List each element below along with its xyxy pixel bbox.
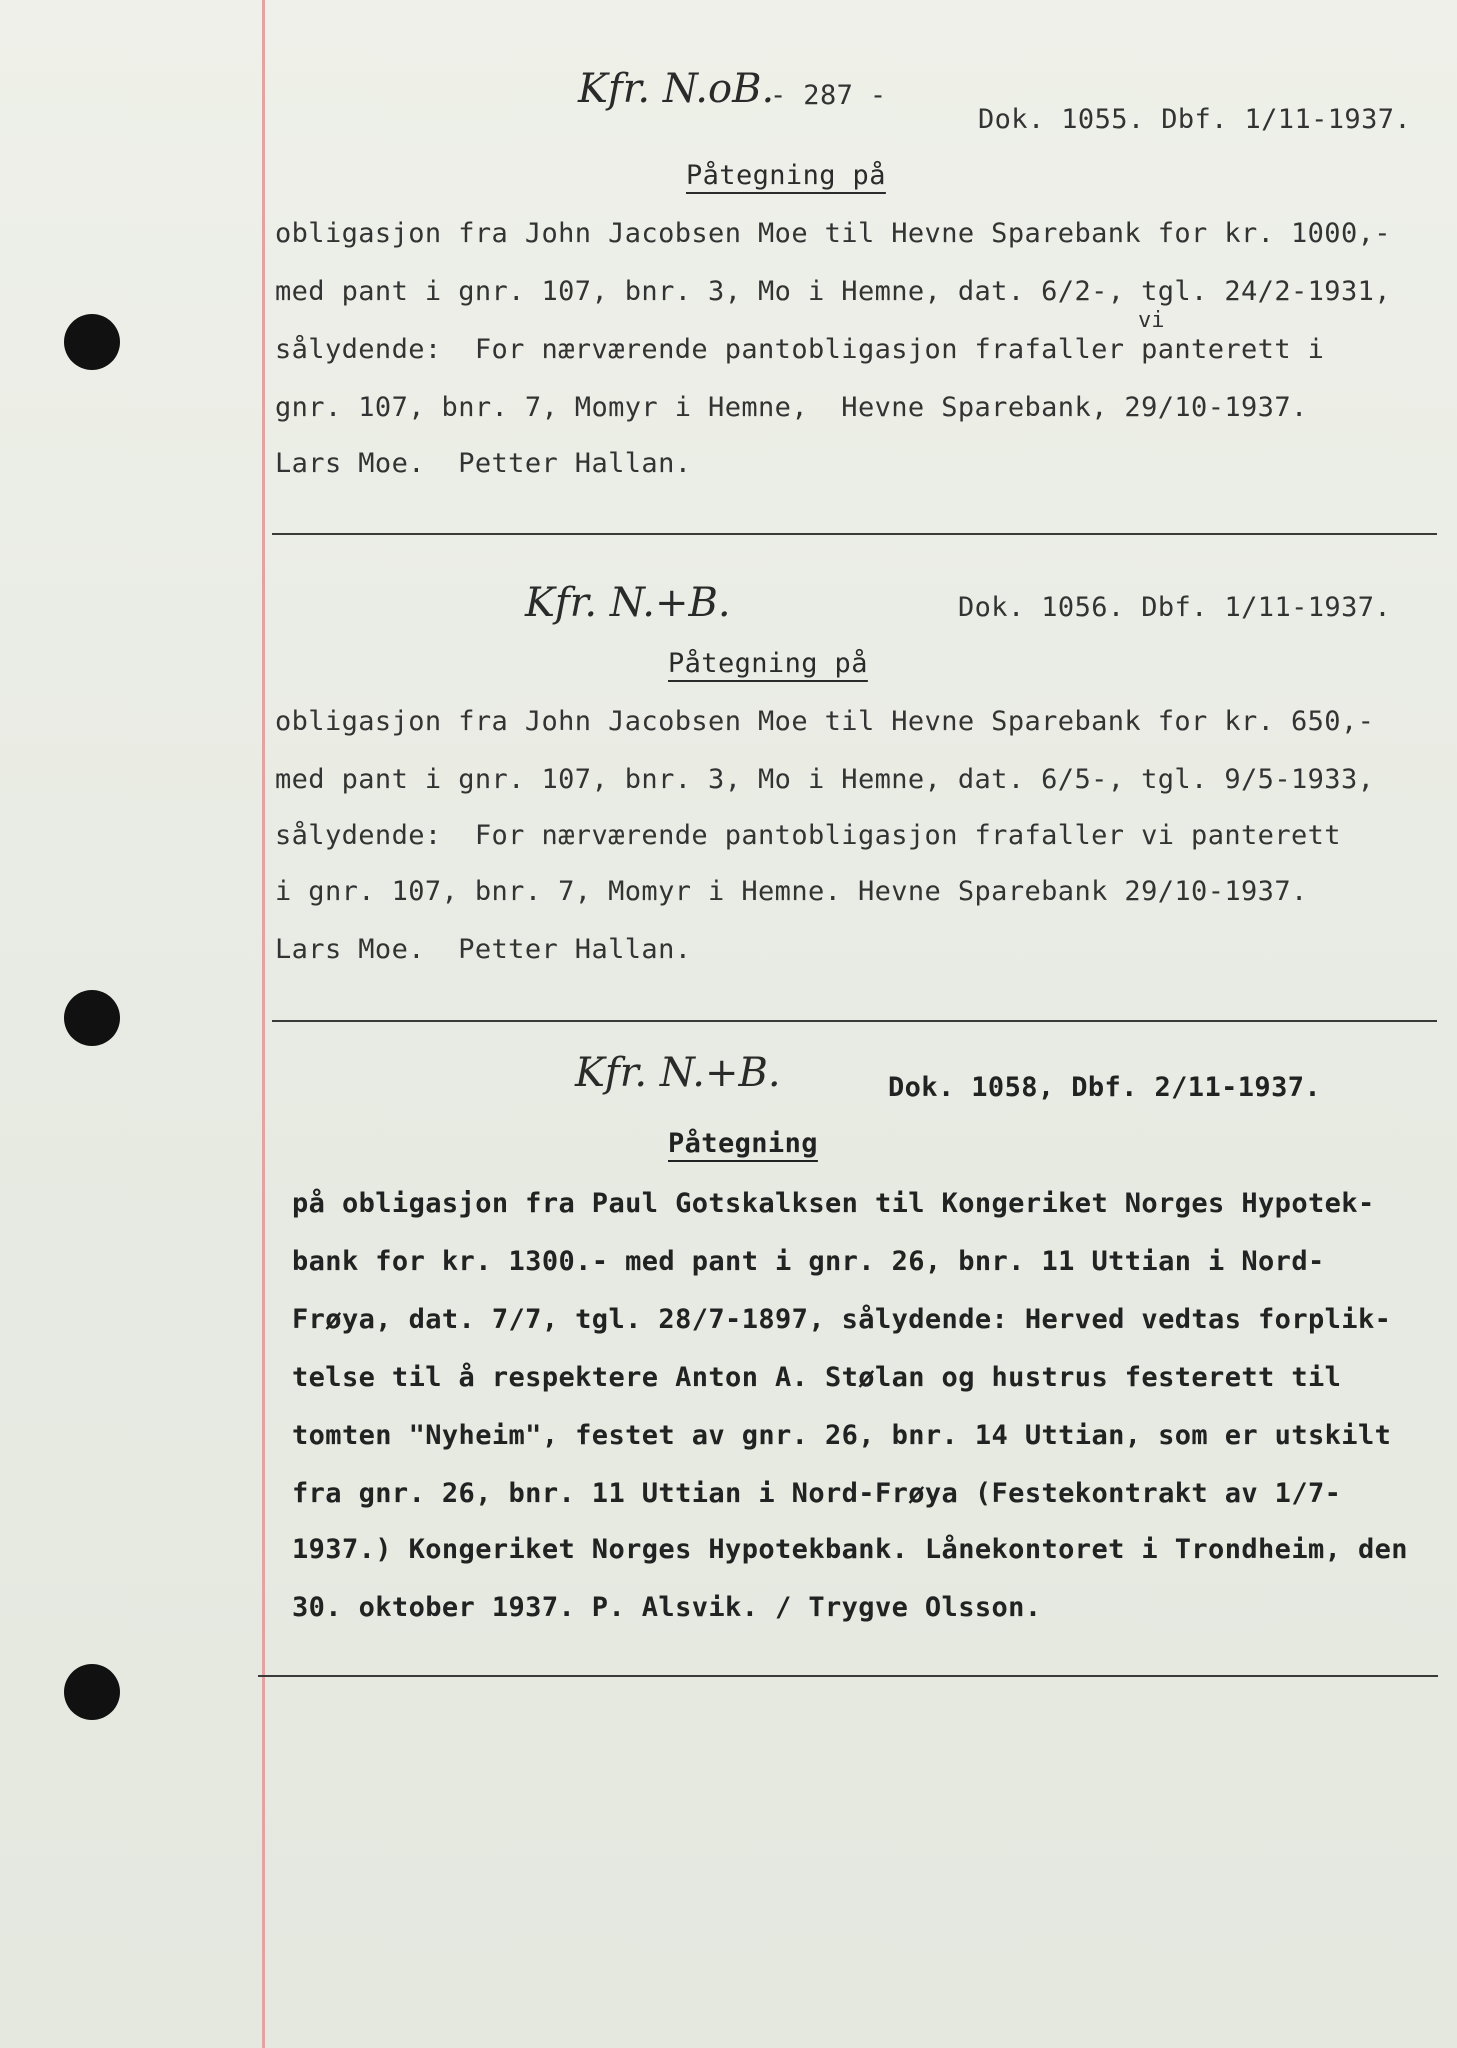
entry-line: Lars Moe. Petter Hallan. — [275, 934, 692, 965]
entry-line: obligasjon fra John Jacobsen Moe til Hevne Sparebank for kr. 1000,- — [275, 218, 1391, 249]
entry-line: i gnr. 107, bnr. 7, Momyr i Hemne. Hevne Sparebank 29/10-1937. — [275, 876, 1308, 907]
section-divider — [272, 533, 1437, 535]
handwritten-reference: Kfr. N.oB. — [578, 66, 775, 112]
entry-line: med pant i gnr. 107, bnr. 3, Mo i Hemne, dat. 6/5-, tgl. 9/5-1933, — [275, 764, 1375, 795]
entry-heading: Påtegning på — [668, 648, 868, 679]
margin-line — [262, 0, 265, 2048]
punch-hole — [64, 990, 120, 1046]
entry-line: sålydende: For nærværende pantobligasjon frafaller panterett i — [275, 334, 1325, 365]
punch-hole — [64, 314, 120, 370]
entry-line: sålydende: For nærværende pantobligasjon frafaller vi panterett — [275, 820, 1341, 851]
entry-line: Frøya, dat. 7/7, tgl. 28/7-1897, sålydende: Herved vedtas forplik- — [292, 1304, 1392, 1335]
entry-line: med pant i gnr. 107, bnr. 3, Mo i Hemne, dat. 6/2-, tgl. 24/2-1931, — [275, 276, 1391, 307]
entry-line: 30. oktober 1937. P. Alsvik. / Trygve Olsson. — [292, 1592, 1042, 1623]
entry-heading: Påtegning på — [686, 160, 886, 191]
section-divider — [272, 1020, 1437, 1022]
doc-reference: Dok. 1058, Dbf. 2/11-1937. — [888, 1072, 1322, 1103]
entry-line: telse til å respektere Anton A. Stølan og hustrus festerett til — [292, 1362, 1342, 1393]
handwritten-reference: Kfr. N.+B. — [525, 580, 731, 626]
doc-reference: Dok. 1056. Dbf. 1/11-1937. — [958, 592, 1392, 623]
entry-line: bank for kr. 1300.- med pant i gnr. 26, bnr. 11 Uttian i Nord- — [292, 1246, 1325, 1277]
handwritten-reference: Kfr. N.+B. — [575, 1050, 781, 1096]
doc-reference: Dok. 1055. Dbf. 1/11-1937. — [978, 104, 1412, 135]
punch-hole — [64, 1664, 120, 1720]
page-number: - 287 - — [770, 80, 887, 111]
entry-line: tomten "Nyheim", festet av gnr. 26, bnr. 14 Uttian, som er utskilt — [292, 1420, 1392, 1451]
entry-line: gnr. 107, bnr. 7, Momyr i Hemne, Hevne Sparebank, 29/10-1937. — [275, 392, 1308, 423]
insertion-mark: vi — [1138, 308, 1165, 333]
entry-line: Lars Moe. Petter Hallan. — [275, 448, 692, 479]
section-divider — [258, 1675, 1438, 1677]
entry-heading: Påtegning — [668, 1128, 818, 1159]
entry-line: på obligasjon fra Paul Gotskalksen til Kongeriket Norges Hypotek- — [292, 1188, 1375, 1219]
entry-line: fra gnr. 26, bnr. 11 Uttian i Nord-Frøya (Festekontrakt av 1/7- — [292, 1478, 1342, 1509]
entry-line: 1937.) Kongeriket Norges Hypotekbank. Lånekontoret i Trondheim, den — [292, 1534, 1408, 1565]
entry-line: obligasjon fra John Jacobsen Moe til Hevne Sparebank for kr. 650,- — [275, 706, 1375, 737]
